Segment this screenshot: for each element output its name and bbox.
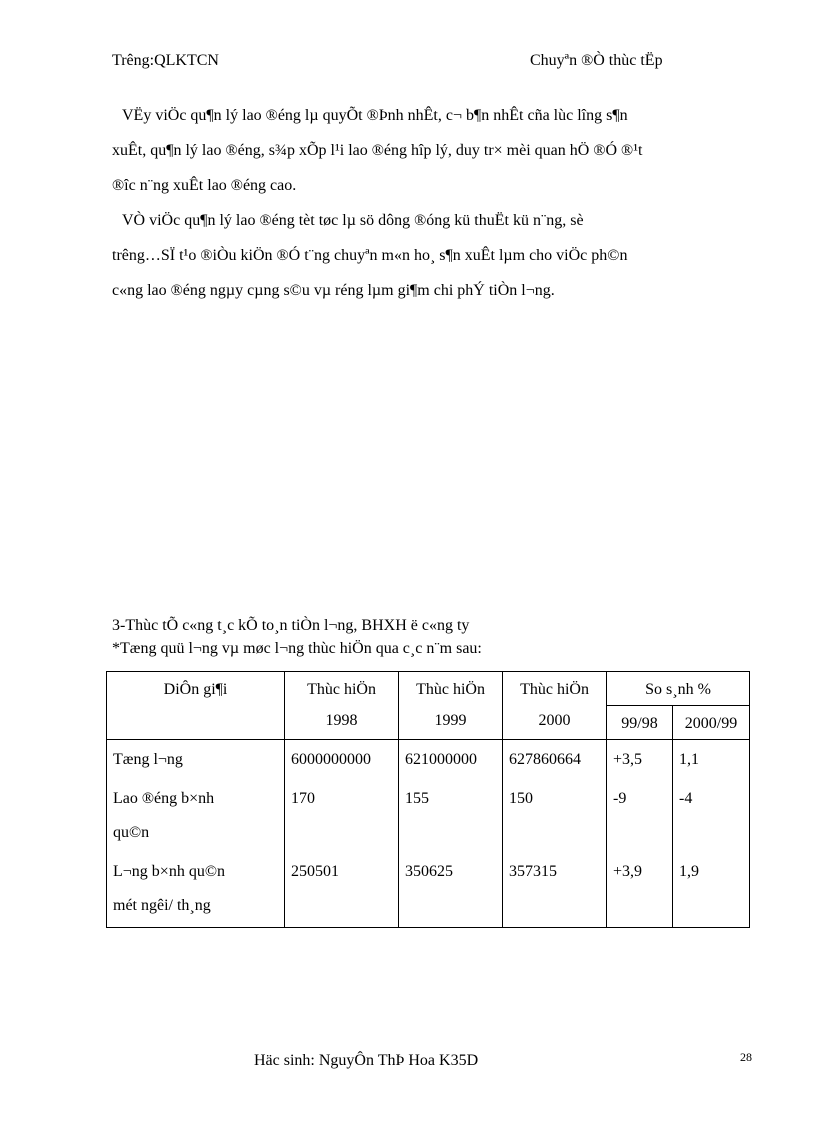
cell-1999: 155 xyxy=(399,777,503,850)
header-topic: Chuyªn ®Ò thùc tËp xyxy=(530,52,663,69)
row-label xyxy=(107,850,285,928)
cell-cmp-9998: +3,5 xyxy=(607,740,673,778)
cell-cmp-200099: 1,9 xyxy=(673,850,750,928)
cell-1998: 170 xyxy=(285,777,399,850)
row-label-line: L¬ng b×nh qu©n xyxy=(113,863,225,880)
header-2000 xyxy=(503,672,607,740)
row-label-line: Tæng l¬ng xyxy=(113,751,183,768)
cell-1999: 350625 xyxy=(399,850,503,928)
page-number: 28 xyxy=(740,1050,752,1064)
header-1999-year: 1999 xyxy=(434,712,467,729)
cell-1999: 621000000 xyxy=(399,740,503,778)
header-cmp-200099: 2000/99 xyxy=(673,706,750,740)
cell-cmp-9998: -9 xyxy=(607,777,673,850)
body-text xyxy=(112,98,762,308)
cell-1998: 250501 xyxy=(285,850,399,928)
header-2000-year: 2000 xyxy=(538,712,571,729)
row-label xyxy=(107,777,285,850)
paragraph-2-line-1: VÒ viÖc qu¶n lý lao ®éng tèt tøc lµ sö dông ®óng kü thuËt kü n¨ng, sè xyxy=(122,212,584,229)
cell-cmp-200099: 1,1 xyxy=(673,740,750,778)
table-row xyxy=(107,777,750,850)
header-2000-label: Thùc hiÖn xyxy=(520,681,589,698)
header-1999 xyxy=(399,672,503,740)
table-header-row-1 xyxy=(107,672,750,706)
cell-cmp-9998: +3,9 xyxy=(607,850,673,928)
paragraph-2-line-2: trêng…SÏ t¹o ®iÒu kiÖn ®Ó t¨ng chuyªn m«n ho¸ s¶n xuÊt lµm cho viÖc ph©n xyxy=(112,247,628,264)
header-compare: So s¸nh % xyxy=(607,672,750,706)
header-1998-label: Thùc hiÖn xyxy=(307,681,376,698)
header-1999-label: Thùc hiÖn xyxy=(416,681,485,698)
row-label xyxy=(107,740,285,778)
paragraph-1-line-2: xuÊt, qu¶n lý lao ®éng, s¾p xÕp l¹i lao ®éng hîp lý, duy tr× mèi quan hÖ ®Ó ®¹t xyxy=(112,142,643,159)
header-1998 xyxy=(285,672,399,740)
header-dien-giai: DiÔn gi¶i xyxy=(107,672,285,740)
section-subtitle: *Tæng quü l¬ng vµ møc l¬ng thùc hiÖn qua c¸c n¨m sau: xyxy=(112,640,482,657)
table-row xyxy=(107,740,750,778)
cell-1998: 6000000000 xyxy=(285,740,399,778)
footer-author: Häc sinh: NguyÔn ThÞ Hoa K35D xyxy=(254,1052,479,1069)
table-row xyxy=(107,850,750,928)
cell-2000: 357315 xyxy=(503,850,607,928)
cell-2000: 150 xyxy=(503,777,607,850)
cell-2000: 627860664 xyxy=(503,740,607,778)
paragraph-1-line-3: ®îc n¨ng xuÊt lao ®éng cao. xyxy=(112,177,297,194)
section-title: 3-Thùc tÕ c«ng t¸c kÕ to¸n tiÒn l¬ng, BHXH ë c«ng ty xyxy=(112,617,470,634)
row-label-line: Lao ®éng b×nh xyxy=(113,790,215,807)
header-cmp-9998: 99/98 xyxy=(607,706,673,740)
paragraph-1-line-1: VËy viÖc qu¶n lý lao ®éng lµ quyÕt ®Þnh nhÊt, c¬ b¶n nhÊt cña lùc lîng s¶n xyxy=(122,107,628,124)
cell-cmp-200099: -4 xyxy=(673,777,750,850)
row-label-line: qu©n xyxy=(113,824,150,841)
header-school: Trêng:QLKTCN xyxy=(112,52,219,69)
paragraph-2-line-3: c«ng lao ®éng ngµy cµng s©u vµ réng lµm gi¶m chi phÝ tiÒn l¬ng. xyxy=(112,282,555,299)
wage-table xyxy=(106,671,750,928)
row-label-line: mét ngêi/ th¸ng xyxy=(113,897,211,914)
header-1998-year: 1998 xyxy=(325,712,358,729)
